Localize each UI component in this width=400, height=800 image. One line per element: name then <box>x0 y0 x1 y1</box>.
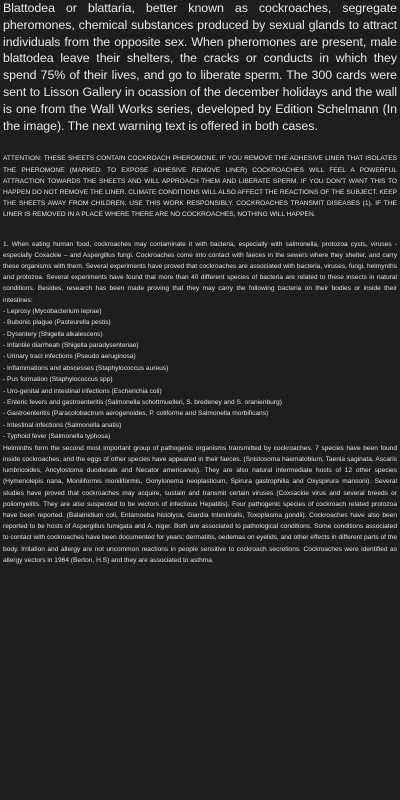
list-item: - Infantile diarrheah (Shigella paradysenteriae) <box>3 342 139 350</box>
list-item: - Enteric fevers and gastroenteritis (Salmonella schottmuelleri, S. bredeney and S. oranienburg) <box>3 399 282 407</box>
list-item: - Intestinal infections (Salmonella anatis) <box>3 421 122 429</box>
intro-paragraph: Blattodea or blattaria, better known as cockroaches, segregate pheromones, chemical substances produced by sexual glands to attract individuals from the opposite sex. When pheromones are present, male blattodea leave their shelters, the cracks or conducts in which they spend 75% of their lives, and go to liberate sperm. The 300 cards were sent to Lisson Gallery in ocassion of the december holidays and the wall is one from the Wall Works series, developed by Edition Schelmann (In the image). The next warning text is offered in both cases. <box>3 1 397 133</box>
list-item: - Dysentery (Shigella alkalescens) <box>3 330 103 338</box>
list-item: - Leprosy (Mycobacterium leprae) <box>3 307 102 315</box>
list-item: - Typhoid fever (Salmonella typhosa) <box>3 433 111 441</box>
list-item: - Pus formation (Staphylococcus spp) <box>3 376 113 384</box>
list-item: - Uro-genital and intestinal infections (Escherichia coli) <box>3 387 162 395</box>
warning-paragraph: ATTENTION: THESE SHEETS CONTAIN COCKROACH PHEROMONE. IF YOU REMOVE THE ADHESIVE LINER THAT ISOLATES THE PHEROMONE (MARKED: TO EXPOSE ADHESIVE REMOVE LINER) COCKROACHES WILL FEEL A POWERFUL ATTRACTION TOWARDS THE SHEETS AND WILL APPROACH THEM AND LIBERATE SPERM. IF YOU DON'T WANT THIS TO HAPPEN DO NOT REMOVE THE LINER. CLIMATE CONDITIONS WILL ALSO AFFECT THE REACTIONS OF THE SUBJECT. KEEP THE SHEETS AWAY FROM CHILDREN. USE THIS WORK RESPONSIBLY. COCKROACHES TRANSMIT DISEASES (1). IF THE LINER IS REMOVED IN A PLACE WHERE THERE ARE NO COCKROACHES, NOTHING WILL HAPPEN. <box>3 155 397 219</box>
list-item: - Bubonic plague (Pasteurella pestis) <box>3 319 111 327</box>
disease-paragraph: 1. When eating human food, cockroaches may contaminate it with bacteria, especially with salmonella, protozoa cysts, viruses - especially Coxackie – and Aspergillus fungi. Cockroaches come into contact with faeces in the sewers where they shelter, and carry these organisms with them. Several experiments have proved that cockroaches are associated with bacteria, viruses, fungi, helmynths and protozoa. Several experiments have found that more than 40 different species of bacteria are related to these insects in natural conditions. Besides, research has been made proving that they may carry the following bacteria on their bodies or inside their intestines: <box>3 240 397 304</box>
helminths-paragraph: Helminths form the second most important group of pathogenic organisms transmitted by cockroaches. 7 species have been found inside cockroaches, and the eggs of other species have appeared in their faeces. (Snistosoma haematobium, Taenia saginata, Ascaris lumbricoides, Ancylostoma duodenale and Necator americanus). They are also natural intermediate hosts of 12 other species (Hymenolepis nana, Moniliformis moniliformis, Gonylonema neoplasticum, Spirura gastrophilia and Oxyspirura mansoni). Several studies have proved that cockroaches may acquire, sustain and transmit certain viruses (Coxsackie virus and several breeds or poliomyelitis. They are also suspected to be vectors of infectious Hepatitis). Four pathogenic species of cockroach related protozoa have been reported. (Balatnidium coli, Entamoeba histolyca, Giardia Intestinalis, Toxoplasma gondii). Cockroaches have also been reported to be hosts of Aspergillus fumigata and A. niger. Both are associated to pathological conditions. Some conditions associated to contact with cockroaches have been documented for years: dermatitis, oedemas on eyelids, and other effects in different parts of the body. Irritation and allergy are not uncommon reactions in people sensitive to cockroach secretions. Cockroaches were identified as allergy vectors in 1964 (Berton, H.S) and they are associated to asthma. <box>3 444 397 564</box>
list-item: - Inflammations and abscesses (Staphylococcus aureus) <box>3 364 169 372</box>
list-item: - Urinary tract infections (Pseudo aeruginosa) <box>3 353 136 361</box>
bacteria-list <box>3 306 397 443</box>
list-item: - Gastroenteritis (Paracolobactrum aerogenoides, P. coliforme and Salmonella morbificans) <box>3 410 269 418</box>
